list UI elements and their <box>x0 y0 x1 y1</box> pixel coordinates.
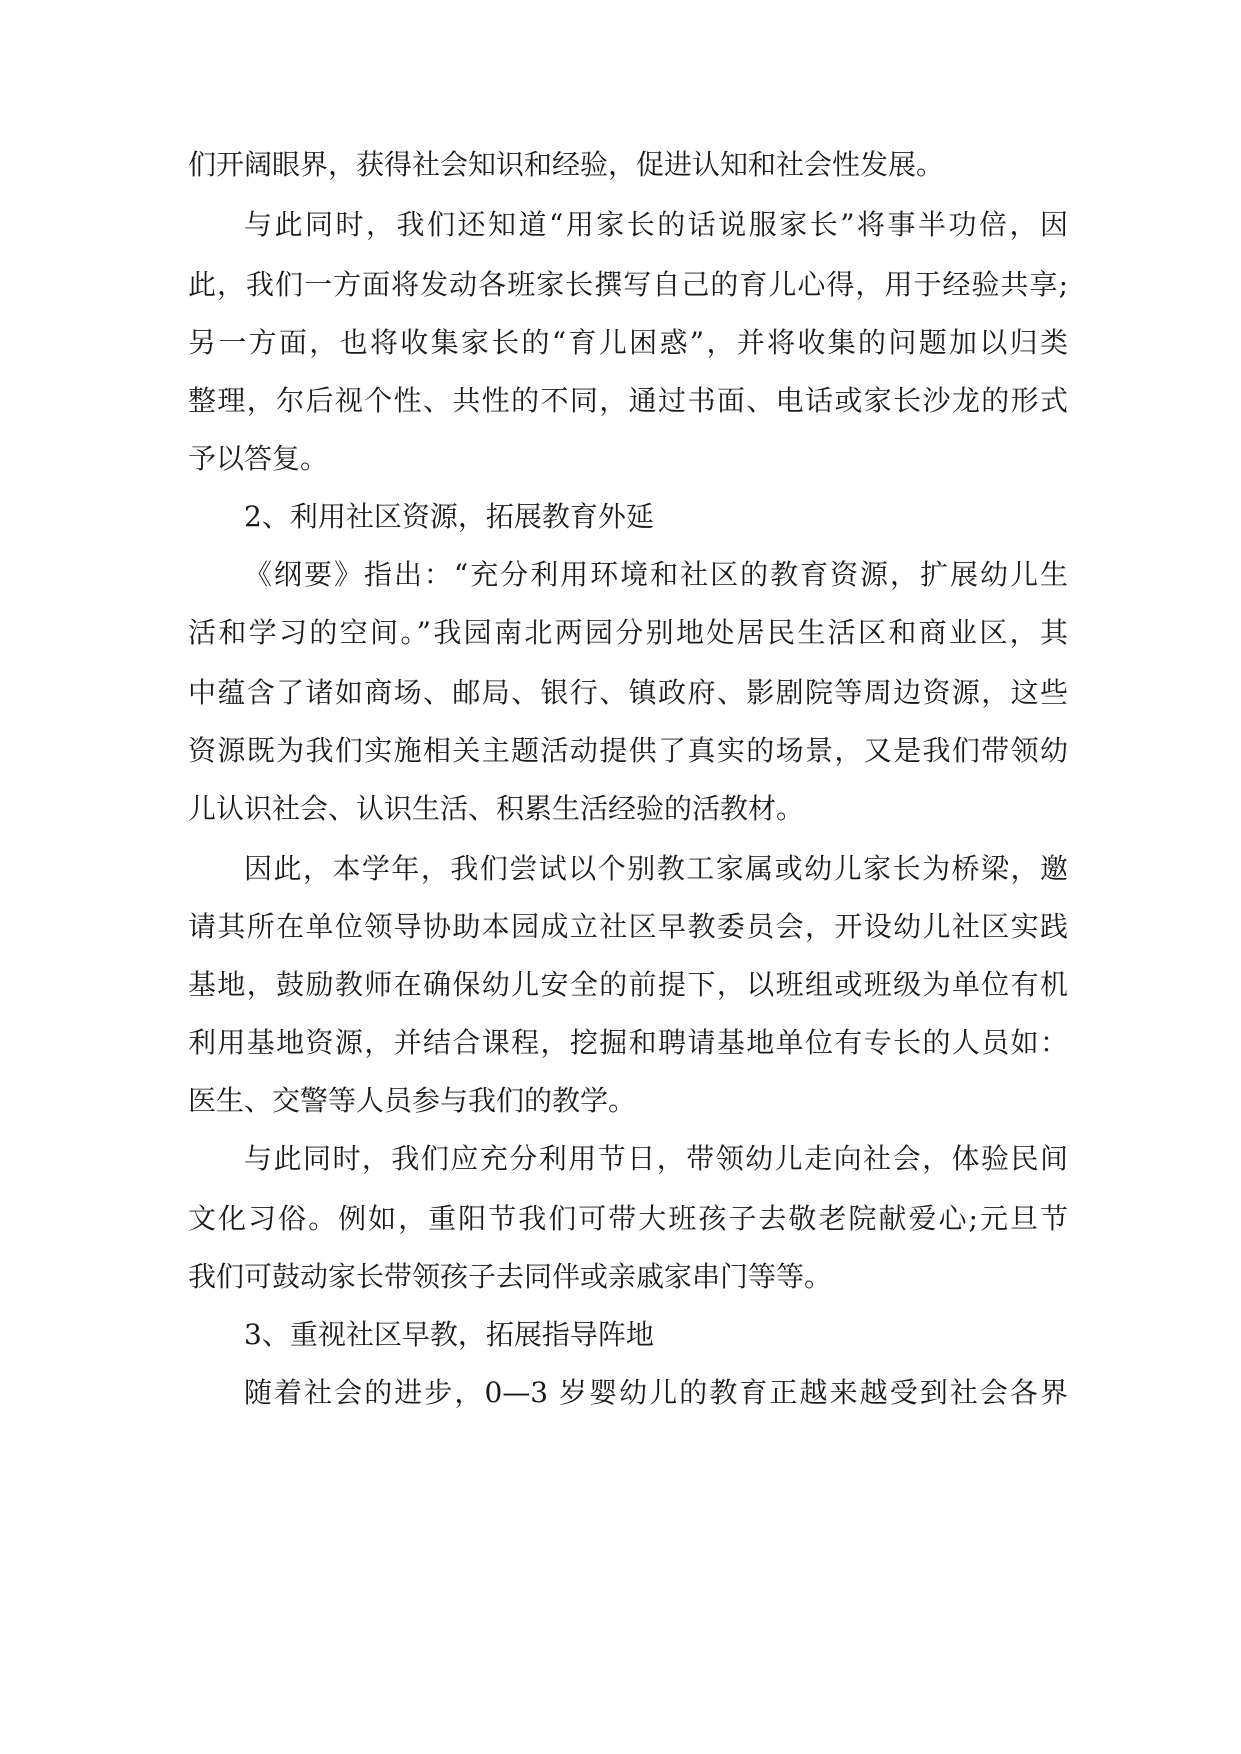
text-line: 予以答复。 <box>188 442 329 475</box>
text-line: 此，我们一方面将发动各班家长撰写自己的育儿心得，用于经验共享; <box>188 268 1068 301</box>
text-line: 请其所在单位领导协助本园成立社区早教委员会，开设幼儿社区实践 <box>188 910 1068 943</box>
text-line: 与此同时，我们还知道“用家长的话说服家长”将事半功倍，因 <box>244 208 1068 241</box>
text-line: 整理，尔后视个性、共性的不同，通过书面、电话或家长沙龙的形式 <box>188 384 1068 417</box>
text-line: 因此，本学年，我们尝试以个别教工家属或幼儿家长为桥梁，邀 <box>244 852 1068 885</box>
text-line: 另一方面，也将收集家长的“育儿困惑”，并将收集的问题加以归类 <box>188 326 1068 359</box>
text-line: 文化习俗。例如，重阳节我们可带大班孩子去敬老院献爱心;元旦节 <box>188 1202 1068 1235</box>
text-line: 资源既为我们实施相关主题活动提供了真实的场景，又是我们带领幼 <box>188 734 1068 767</box>
text-line: 们开阔眼界，获得社会知识和经验，促进认知和社会性发展。 <box>188 148 945 181</box>
text-line: 活和学习的空间。”我园南北两园分别地处居民生活区和商业区，其 <box>188 616 1068 649</box>
text-line: 基地，鼓励教师在确保幼儿安全的前提下，以班组或班级为单位有机 <box>188 968 1068 1001</box>
text-line: 医生、交警等人员参与我们的教学。 <box>188 1084 637 1117</box>
text-line: 《纲要》指出：“充分利用环境和社区的教育资源，扩展幼儿生 <box>244 558 1068 591</box>
text-line: 我们可鼓动家长带领孩子去同伴或亲戚家串门等等。 <box>188 1260 833 1293</box>
text-line: 儿认识社会、认识生活、积累生活经验的活教材。 <box>188 792 805 825</box>
section-heading: 3、重视社区早教，拓展指导阵地 <box>244 1318 654 1351</box>
text-line: 随着社会的进步，0—3 岁婴幼儿的教育正越来越受到社会各界 <box>244 1376 1068 1409</box>
text-line: 中蕴含了诸如商场、邮局、银行、镇政府、影剧院等周边资源，这些 <box>188 676 1068 709</box>
text-line: 利用基地资源，并结合课程，挖掘和聘请基地单位有专长的人员如： <box>188 1026 1068 1059</box>
text-line: 与此同时，我们应充分利用节日，带领幼儿走向社会，体验民间 <box>244 1142 1068 1175</box>
section-heading: 2、利用社区资源，拓展教育外延 <box>244 500 654 533</box>
